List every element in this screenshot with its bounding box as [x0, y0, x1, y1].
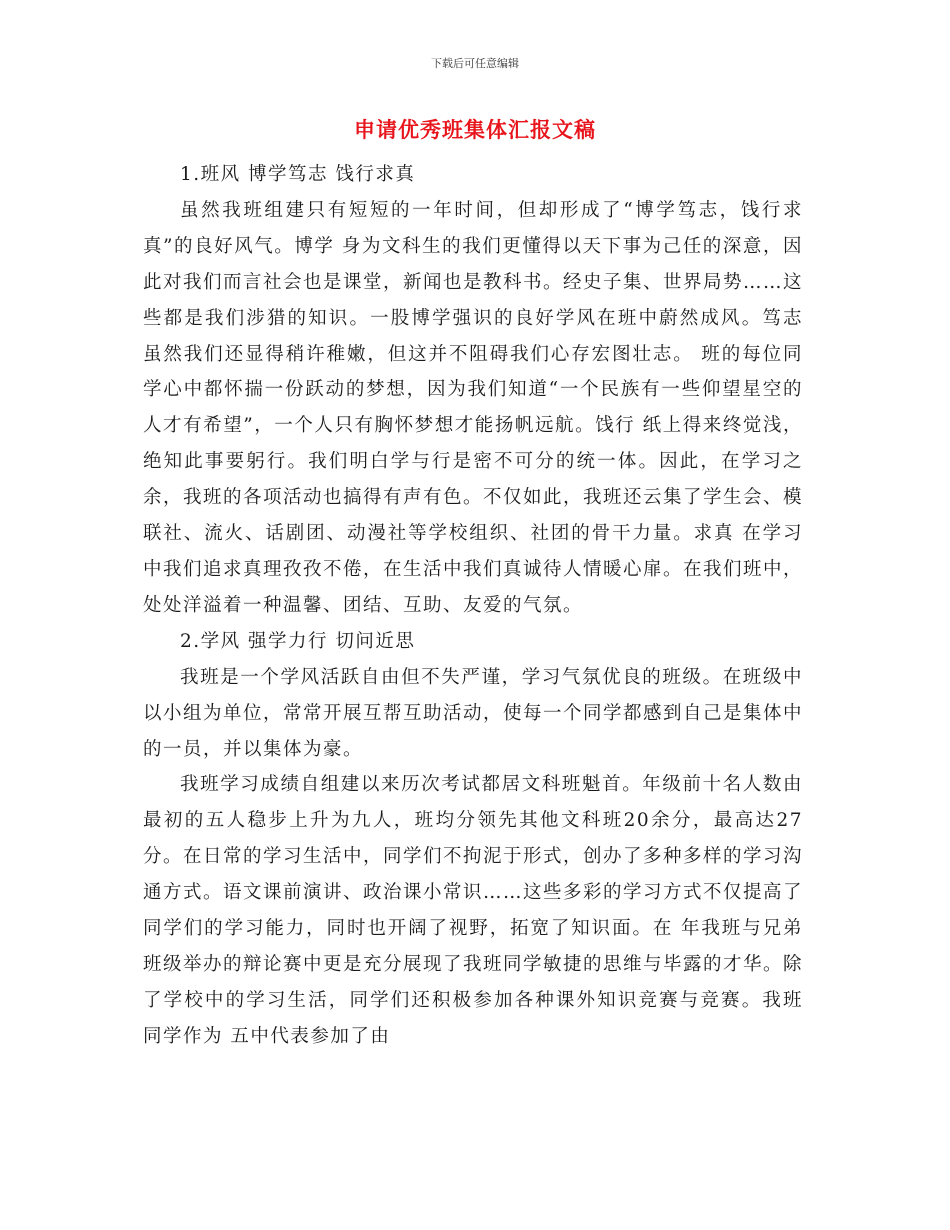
- paragraph-class-style-body: 虽然我班组建只有短短的一年时间，但却形成了“博学笃志，饯行求真”的良好风气。博学 身为文科生的我们更懂得以天下事为己任的深意，因此对我们而言社会也是课堂，新闻也是教科书。经史子集、世界局势……这些都是我们涉猎的知识。一股博学强识的良好学风在班中蔚然成风。笃志 虽然我们还显得稍许稚嫩，但这并不阻碍我们心存宏图壮志。 班的每位同学心中都怀揣一份跃动的梦想，因为我们知道“一个民族有一些仰望星空的人才有希望”，一个人只有胸怀梦想才能扬帆远航。饯行 纸上得来终觉浅，绝知此事要躬行。我们明白学与行是密不可分的统一体。因此，在学习之余，我班的各项活动也搞得有声有色。不仅如此，我班还云集了学生会、模联社、流火、话剧团、动漫社等学校组织、社团的骨干力量。求真 在学习中我们追求真理孜孜不倦，在生活中我们真诚待人情暖心扉。在我们班中，处处洋溢着一种温馨、团结、互助、友爱的气氛。: [143, 199, 804, 616]
- paragraph-study-style-intro: 我班是一个学风活跃自由但不失严谨，学习气氛优良的班级。在班级中以小组为单位，常常开展互帮互助活动，使每一个同学都感到自己是集体中的一员，并以集体为豪。: [143, 666, 804, 760]
- page-header-note: 下载后可任意编辑: [431, 57, 519, 70]
- document-title: 申请优秀班集体汇报文稿: [354, 118, 596, 142]
- section-heading-study-style: 2.学风 强学力行 切问近思: [180, 630, 416, 652]
- paragraph-study-achievements: 我班学习成绩自组建以来历次考试都居文科班魁首。年级前十名人数由最初的五人稳步上升为九人，班均分领先其他文科班20余分，最高达27分。在日常的学习生活中，同学们不拘泥于形式，创办了多种多样的学习沟通方式。语文课前演讲、政治课小常识……这些多彩的学习方式不仅提高了同学们的学习能力，同时也开阔了视野，拓宽了知识面。在 年我班与兄弟班级举办的辩论赛中更是充分展现了我班同学敏捷的思维与毕露的才华。除了学校中的学习生活，同学们还积极参加各种课外知识竞赛与竞赛。我班 同学作为 五中代表参加了由: [143, 774, 804, 1047]
- section-heading-class-style: 1.班风 博学笃志 饯行求真: [180, 164, 416, 185]
- document-body: [143, 157, 803, 1055]
